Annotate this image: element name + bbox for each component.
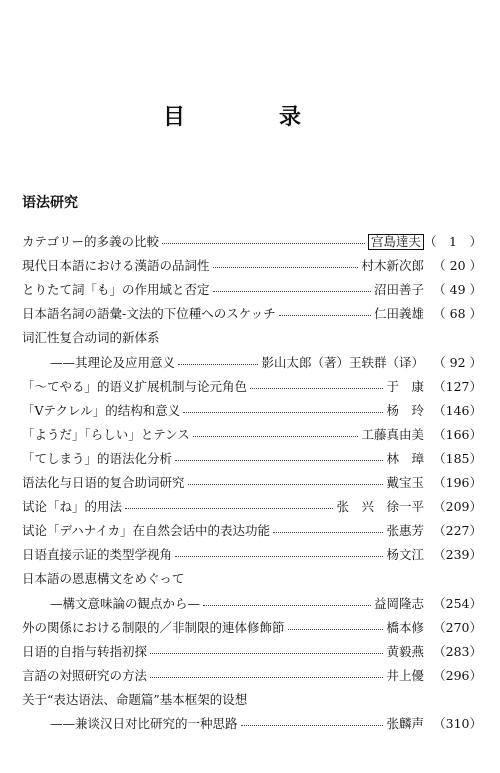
entry-title: 日本語の恩恵構文をめぐって [22, 571, 185, 587]
toc-entry[interactable] [22, 563, 482, 587]
toc-entry[interactable] [22, 395, 482, 419]
entry-title: 试论「デハナイカ」在自然会话中的表达功能 [22, 523, 271, 539]
dot-leader [250, 388, 383, 389]
entry-title: 日语直接示证的类型学视角 [22, 547, 173, 563]
entry-author: 张 兴 徐一平 [336, 499, 424, 515]
entry-page: （270） [433, 619, 482, 635]
toc-entry[interactable] [22, 515, 482, 539]
entry-page: （185） [433, 450, 482, 466]
entry-author: 益岡隆志 [373, 595, 424, 611]
dot-leader [203, 605, 371, 606]
dot-leader [273, 532, 383, 533]
entry-page: （166） [433, 426, 482, 442]
dot-leader [213, 291, 371, 292]
entry-author: 杨 玲 [386, 402, 424, 418]
dot-leader [193, 436, 359, 437]
entry-page: （127） [433, 378, 482, 394]
entry-page: （310） [433, 715, 482, 731]
entry-author: 黄毅燕 [386, 643, 424, 659]
entry-page: （ 20 ） [433, 258, 482, 274]
dot-leader [188, 484, 384, 485]
toc-entry[interactable] [22, 250, 482, 274]
toc-entry[interactable] [22, 443, 482, 467]
entry-title: カテゴリー的多義の比較 [22, 234, 160, 250]
section-heading: 语法研究 [22, 195, 78, 211]
entry-page: （ 49 ） [433, 282, 482, 298]
entry-title: —構文意味論の観点から— [50, 595, 201, 611]
toc-entry[interactable] [22, 322, 482, 346]
dot-leader [125, 508, 333, 509]
toc-entry[interactable] [22, 587, 482, 611]
dot-leader [279, 315, 371, 316]
dot-leader [183, 412, 383, 413]
dot-leader [175, 556, 383, 557]
entry-author: 戴宝玉 [386, 475, 424, 491]
entry-author: 影山太郎（著）王轶群（译） [261, 354, 424, 370]
entry-author: 沼田善子 [373, 282, 424, 298]
entry-title: ——其理论及应用意义 [50, 354, 176, 370]
toc-entry[interactable] [22, 539, 482, 563]
entry-title: 词汇性复合动词的新体系 [22, 330, 160, 346]
entry-title: 日语的自指与转指初探 [22, 643, 148, 659]
entry-author: 井上優 [386, 667, 424, 683]
entry-title: 「てしまう」的语法化分析 [22, 450, 173, 466]
entry-title: とりたて詞「も」の作用域と否定 [22, 282, 210, 298]
entry-title: 「ようだ」「らしい」とテンス [22, 426, 190, 442]
toc-entry[interactable] [22, 684, 482, 708]
toc-entry[interactable] [22, 636, 482, 660]
dot-leader [150, 677, 383, 678]
entry-page: （239） [433, 547, 482, 563]
dot-leader [175, 460, 383, 461]
entry-page: （196） [433, 475, 482, 491]
entry-title: 日本語名詞の語彙-文法的下位種へのスケッチ [22, 306, 276, 322]
entry-title: 关于“表达语法、命题篇”基本框架的设想 [22, 691, 248, 707]
entry-author: 工藤真由美 [361, 426, 424, 442]
entry-author: 村木新次郎 [361, 258, 424, 274]
entry-title: 現代日本語における漢語の品詞性 [22, 258, 210, 274]
toc-entry[interactable] [22, 660, 482, 684]
entry-author: 林 璋 [386, 450, 424, 466]
toc-entry[interactable] [22, 708, 482, 732]
entry-title: 「〜てやる」的语义扩展机制与论元角色 [22, 378, 248, 394]
entry-author: 张麟声 [386, 715, 424, 731]
toc-entry[interactable] [22, 491, 482, 515]
entry-page: （283） [433, 643, 482, 659]
entry-page: （254） [433, 595, 482, 611]
entry-page: （296） [433, 667, 482, 683]
entry-author: 宫島達夫 [368, 234, 424, 250]
entry-title: 「Vテクレル」的结构和意义 [22, 402, 181, 418]
toc-entry[interactable] [22, 298, 482, 322]
entry-page: （146） [433, 402, 482, 418]
dot-leader [288, 629, 384, 630]
dot-leader [178, 364, 258, 365]
toc-entry[interactable] [22, 419, 482, 443]
entry-page: （ 1 ） [424, 234, 482, 250]
entry-author: 仁田義雄 [373, 306, 424, 322]
entry-title: 外の関係における制限的／非制限的連体修飾節 [22, 619, 285, 635]
dot-leader [162, 243, 365, 244]
toc-list [22, 226, 482, 732]
entry-title: 试论「ね」的用法 [22, 499, 123, 515]
toc-entry[interactable] [22, 371, 482, 395]
entry-page: （ 92 ） [433, 354, 482, 370]
entry-page: （209） [433, 499, 482, 515]
toc-entry[interactable] [22, 346, 482, 370]
page-title: 目 录 [162, 104, 337, 130]
entry-page: （ 68 ） [433, 306, 482, 322]
dot-leader [241, 725, 384, 726]
entry-title: ——兼谈汉日对比研究的一种思路 [50, 715, 238, 731]
dot-leader [150, 653, 383, 654]
toc-entry[interactable] [22, 612, 482, 636]
toc-entry[interactable] [22, 467, 482, 491]
entry-page: （227） [433, 523, 482, 539]
entry-author: 张惠芳 [386, 523, 424, 539]
entry-title: 语法化与日语的复合助词研究 [22, 475, 185, 491]
entry-author: 于 康 [386, 378, 424, 394]
entry-title: 言語の対照研究の方法 [22, 667, 148, 683]
entry-author: 杨文江 [386, 547, 424, 563]
toc-entry[interactable] [22, 226, 482, 250]
toc-entry[interactable] [22, 274, 482, 298]
entry-author: 橋本修 [386, 619, 424, 635]
dot-leader [213, 267, 359, 268]
